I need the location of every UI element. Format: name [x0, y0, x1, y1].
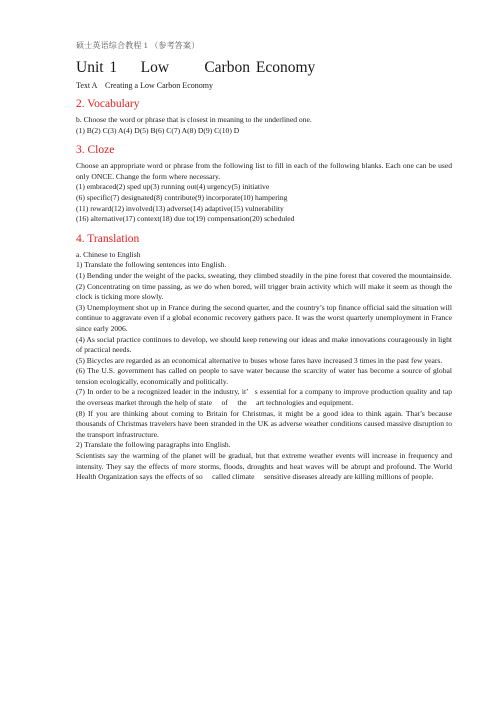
translation-sentence-4: (4) As social practice continues to develop, we should keep renewing our ideas and make innovations courageously in light of practical needs. — [76, 334, 452, 355]
translation-task-2: 2) Translate the following paragraphs into English. — [76, 440, 231, 450]
vocabulary-heading: 2. Vocabulary — [76, 98, 140, 110]
translation-sentence-5: (5) Bicycles are regarded as an economical alternative to buses whose fares have increased 3 times in the past few years. — [76, 355, 443, 365]
vocabulary-instruction: b. Choose the word or phrase that is closest in meaning to the underlined one. — [76, 115, 312, 124]
unit-title: Unit 1 Low Carbon Economy — [76, 59, 316, 76]
translation-sentence-2: (2) Concentrating on time passing, as we do when bored, will trigger brain activity which will make it seem as though the clock is ticking more slowly. — [76, 281, 452, 302]
translation-task-1: 1) Translate the following sentences into English. — [76, 260, 227, 270]
translation-sentence-7: (7) In order to be a recognized leader in the industry, it’ s essential for a company to improve production quality and tap the overseas market through the help of state of the art technologies and equipment. — [76, 387, 454, 408]
translation-sentence-6: (6) The U.S. government has called on people to save water because the scarcity of water has become a source of global tension ecologically, economically and politically. — [76, 366, 452, 386]
translation-sentence-1: (1) Bending under the weight of the packs, sweating, they climbed steadily in the pine forest that covered the mountainside. — [76, 270, 452, 280]
page-header: 硕士英语综合教程 1 （参考答案） — [76, 41, 200, 50]
vocabulary-answers: (1) B(2) C(3) A(4) D(5) B(6) C(7) A(8) D(9) C(10) D — [76, 125, 240, 135]
cloze-answers-line-3: (11) reward(12) involved(13) adverse(14) adaptive(15) vulnerability — [76, 203, 284, 213]
translation-paragraph: Scientists say the warming of the planet will be gradual, but that extreme weather events will increase in frequency and intensity. They say the effects of more storms, floods, droughts and heat waves will be abrupt and profound. The World Health Organization says the effects of so called climate sensitive diseases already are killing millions of people. — [76, 451, 454, 482]
cloze-instruction: Choose an appropriate word or phrase from the following list to fill in each of the following blanks. Each one can be used only ONCE. Change the form where necessary. — [76, 161, 452, 181]
text-title: Text A Creating a Low Carbon Economy — [76, 81, 213, 90]
cloze-answers-line-4: (16) alternative(17) context(18) due to(19) compensation(20) scheduled — [76, 214, 295, 224]
translation-sentence-3: (3) Unemployment shot up in France during the second quarter, and the country’s top finance official said the situation will continue to aggravate even if a global economic recovery gathers pace. It was the worst quarterly unemployment in France since early 2006. — [76, 302, 452, 333]
translation-heading: 4. Translation — [76, 232, 140, 245]
cloze-answers-line-2: (6) specific(7) designated(8) contribute(9) incorporate(10) hampering — [76, 192, 288, 202]
cloze-answers-line-1: (1) embraced(2) sped up(3) running out(4) urgency(5) initiative — [76, 182, 270, 192]
cloze-heading: 3. Cloze — [76, 144, 115, 157]
translation-part-a: a. Chinese to English — [76, 249, 141, 259]
translation-sentence-8: (8) If you are thinking about coming to Britain for Christmas, it might be a good idea to think again. That’s because thousands of Christmas travelers have been stranded in the UK as adverse weather conditions caused massive disruption to the transport infrastructure. — [76, 408, 452, 439]
